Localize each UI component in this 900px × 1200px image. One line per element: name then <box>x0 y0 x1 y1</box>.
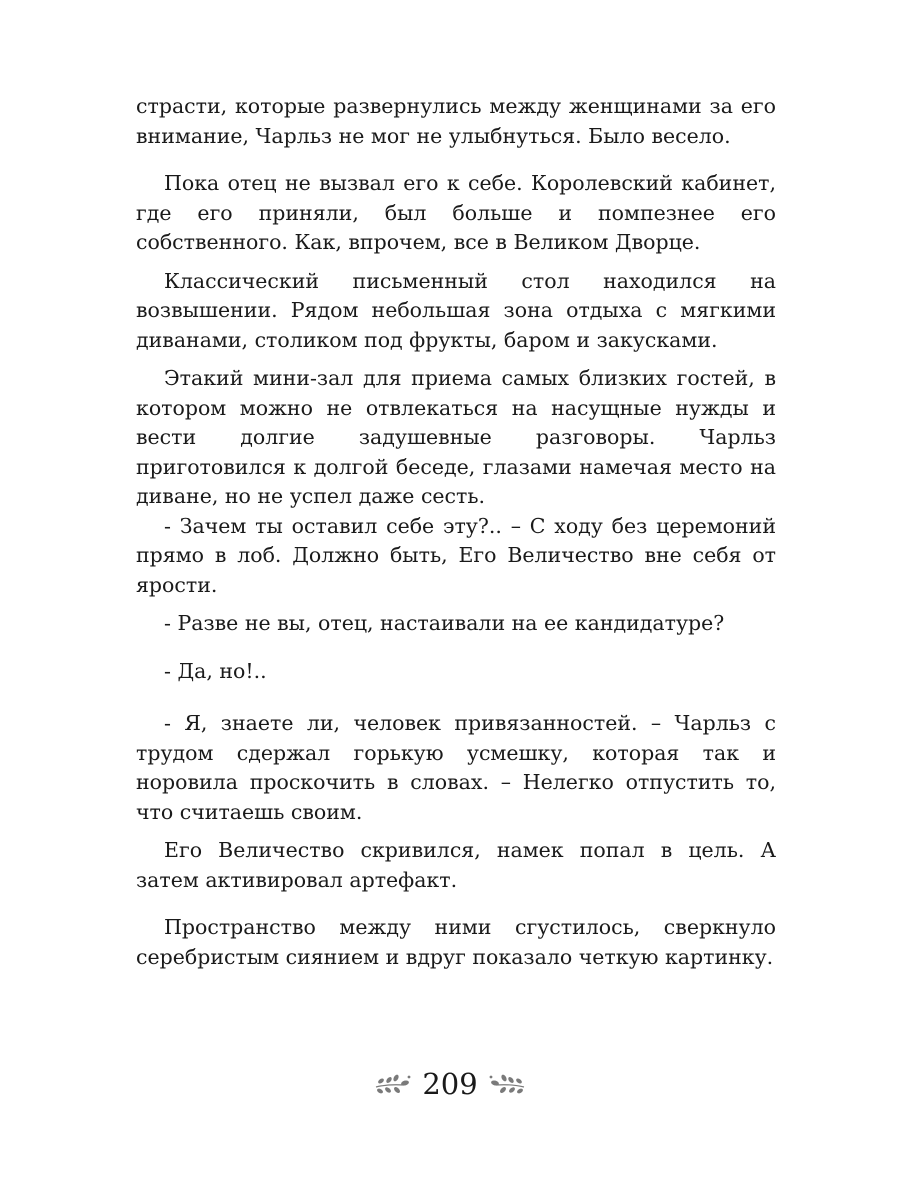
paragraph-6: Пространство между ними сгустилось, сверкнуло серебристым сиянием и вдруг показало четкую картинку. <box>136 915 776 969</box>
paragraph-1: страсти, которые развернулись между женщинами за его внимание, Чарльз не мог не улыбнуться. Было весело. <box>136 94 776 148</box>
leaf-sprig-icon <box>486 1071 526 1097</box>
dialogue-1: - Зачем ты оставил себе эту?.. – С ходу без церемоний прямо в лоб. Должно быть, Его Величество вне себя от ярости. <box>136 513 776 597</box>
page-number: 209 <box>422 1067 478 1101</box>
paragraph-2: Пока отец не вызвал его к себе. Королевский кабинет, где его приняли, был больше и помпезнее его собственного. Как, впрочем, все в Великом Дворце. <box>136 171 776 254</box>
page-footer <box>0 1064 900 1104</box>
dialogue-2: - Разве не вы, отец, настаивали на ее кандидатуре? <box>164 611 725 635</box>
paragraph-3: Классический письменный стол находился на возвышении. Рядом небольшая зона отдыха с мягкими диванами, столиком под фрукты, баром и закусками. <box>136 268 776 352</box>
dialogue-3: - Да, но!.. <box>164 658 267 683</box>
paragraph-4: Этакий мини-зал для приема самых близких гостей, в котором можно не отвлекаться на насущные нужды и вести долгие задушевные разговоры. Чарльз приготовился к долгой беседе, глазами намечая место на диване, но не успел даже сесть. <box>136 366 776 508</box>
paragraph-5: Его Величество скривился, намек попал в цель. А затем активировал артефакт. <box>136 838 776 892</box>
page-body-text <box>136 92 776 972</box>
leaf-sprig-icon <box>374 1071 414 1097</box>
dialogue-4: - Я, знаете ли, человек привязанностей. – Чарльз с трудом сдержал горькую усмешку, которая так и норовила проскочить в словах. – Нелегко отпустить то, что считаешь своим. <box>136 711 776 824</box>
